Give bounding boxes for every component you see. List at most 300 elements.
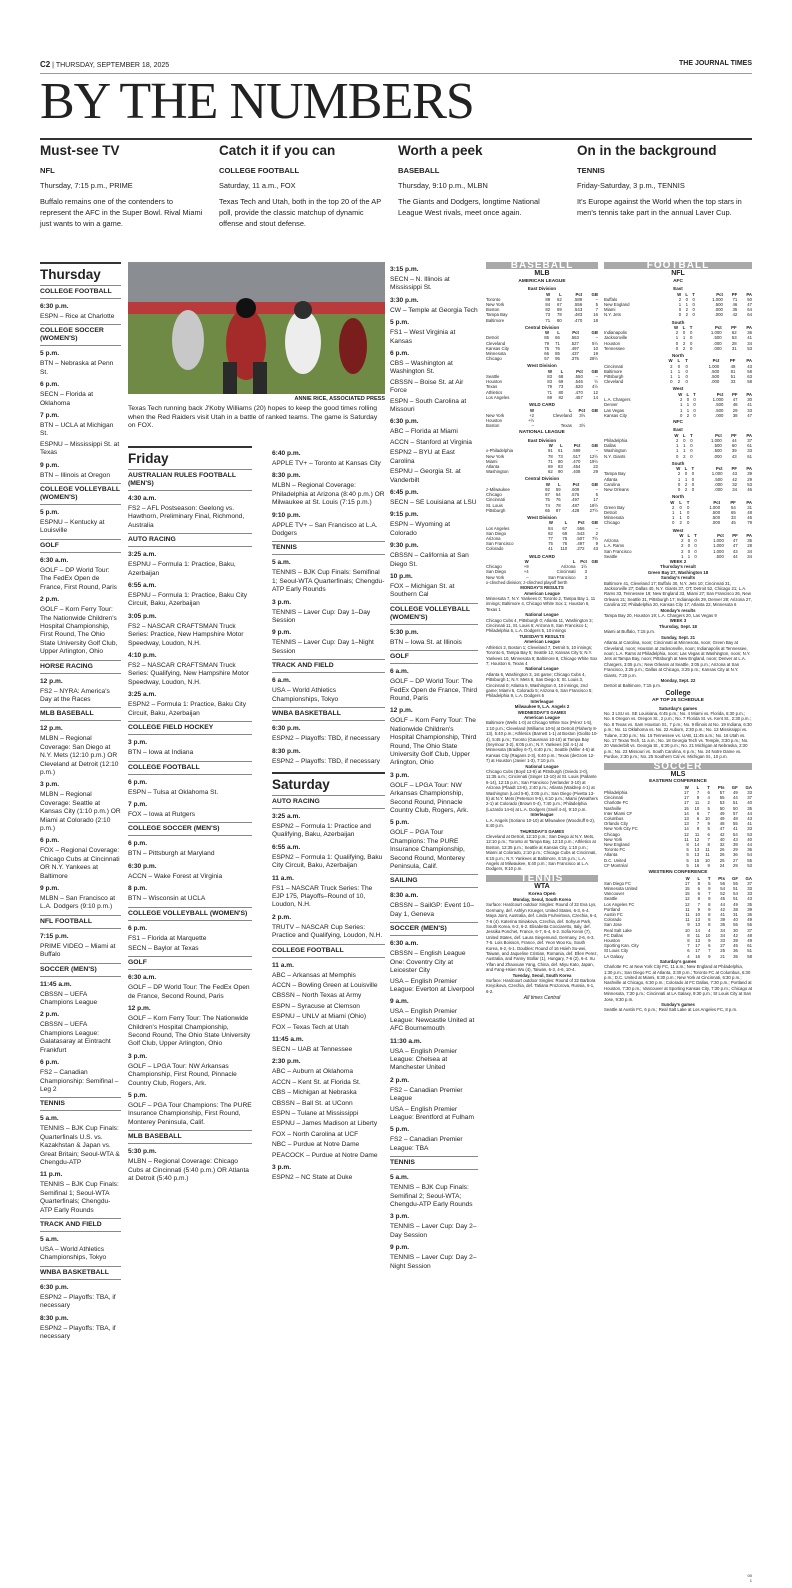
listing-time: 6 p.m. xyxy=(128,840,148,848)
listing-time: 6:45 p.m. xyxy=(390,488,419,496)
standings-row: Columbus 13 6 10 49 48 43 xyxy=(604,816,752,822)
listing-time: 3 p.m. xyxy=(390,1213,410,1221)
listing-time: 3 p.m. xyxy=(128,1052,148,1060)
listing-entry: FS1 – West Virginia at Kansas xyxy=(390,329,456,345)
listing-entry: ESPN2 – Playoffs: TBD, if necessary xyxy=(272,757,380,765)
division-name: West Division xyxy=(527,363,557,369)
listing-time: 3:05 p.m. xyxy=(128,612,157,620)
listing-entry: ESPNU – James Madison at Liberty xyxy=(272,1120,378,1128)
listing-entry: ESPN2 – Formula 1: Practice and Qualifying, Baku, Azerbaijan xyxy=(272,822,371,839)
listing-entry: ESPN2 – Formula 1: Qualifying, Baku City Circuit, Baku, Azerbaijan xyxy=(272,853,383,870)
listing-time: 8:30 a.m. xyxy=(390,892,419,900)
listing-time: 3:25 a.m. xyxy=(128,691,157,699)
page-number: C2 xyxy=(40,60,51,69)
listing-time: 9 p.m. xyxy=(40,461,60,469)
feature-box xyxy=(398,140,564,218)
feature-heading: On in the background xyxy=(577,143,717,158)
listing-time: 6:30 a.m. xyxy=(128,974,157,982)
listing-entry: ESPN – Wyoming at Colorado xyxy=(390,521,451,537)
standings-row: Philadelphia 2 0 0 1.000 44 37 xyxy=(604,437,752,443)
listing-time: 2 p.m. xyxy=(272,913,292,921)
standings-row: Dallas 1 1 0 .500 60 61 xyxy=(604,443,752,449)
standings-row: Cleveland 0 2 0 .000 33 58 xyxy=(604,379,752,385)
listing-time: 3 p.m. xyxy=(272,1164,292,1172)
feature-description: Buffalo remains one of the contenders to represent the AFC in the Super Bowl. Rival Miami just wants to win a game. xyxy=(40,197,203,228)
listing-entry: ABC – Florida at Miami xyxy=(390,428,458,436)
standings-row: New England 1 1 0 .500 46 47 xyxy=(604,302,752,308)
listing-time: 3:25 a.m. xyxy=(272,812,301,820)
division-name: East xyxy=(673,286,683,292)
listing-entry: FS2 – AFL Postseason: Geelong vs. Hawthorn, Preliminary Final, Richmond, Australia xyxy=(128,505,245,529)
sport-heading: HORSE RACING xyxy=(40,660,121,674)
listing-time: 2 p.m. xyxy=(40,596,60,604)
division-name: West xyxy=(672,527,684,533)
feature-heading: Must-see TV xyxy=(40,143,120,158)
listing-entry: FS2 – Canadian Championship: Semifinal – Leg 2 xyxy=(40,1069,119,1093)
college-subheading: AP TOP 25 SCHEDULE xyxy=(652,698,704,704)
listing-time: 7 p.m. xyxy=(128,800,148,808)
standings-row: Cleveland 79 71 .527 5½ xyxy=(486,340,598,346)
listing-time: 10 p.m. xyxy=(390,572,413,580)
standings-row: Chicago 87 64 .576 5 xyxy=(486,492,598,498)
standings-row: N.Y. Jets 0 2 0 .000 42 64 xyxy=(604,312,752,318)
listing-time: 9 a.m. xyxy=(390,998,409,1006)
standings-row: Jacksonville 1 1 0 .500 53 41 xyxy=(604,335,752,341)
listing-entry: CBSSN – SailGP: Event 10–Day 1, Geneva xyxy=(390,902,474,918)
standings-row: Chicago 12 11 6 42 54 53 xyxy=(604,831,752,837)
sport-heading: NFL FOOTBALL xyxy=(40,915,121,929)
division-name: Central Division xyxy=(524,324,560,330)
listing-entry: ESPNU – Mississippi St. at Texas xyxy=(40,440,120,457)
standings-row: Arizona 77 75 .507 7½ xyxy=(486,535,598,541)
thursday-column xyxy=(40,262,121,1341)
sport-heading: COLLEGE FOOTBALL xyxy=(272,944,385,958)
standings-table: W L Pct GB z-Milwaukee 92 59 .609 – Chicago 87 64 .576 5 Cincinnati 75 76 .497 17 St. Louis 74 78 .487 18½ Pittsburgh 65 87 .428 27½ xyxy=(486,481,598,513)
sport-heading: SOCCER (MEN'S) xyxy=(390,922,478,936)
listing-time: 3:25 a.m. xyxy=(128,551,157,559)
listing-entry: BTN – Pittsburgh at Maryland xyxy=(128,850,215,858)
standings-row: St Louis City 6 17 7 25 36 51 xyxy=(604,948,752,954)
listing-entry: ESPN – Syracuse at Clemson xyxy=(272,1002,360,1010)
standings-row: Boston 82 69 .543 7 xyxy=(486,307,598,313)
feature-category: COLLEGE FOOTBALL xyxy=(219,166,300,175)
sport-heading: COLLEGE VOLLEYBALL (WOMEN'S) xyxy=(390,603,478,625)
college-heading: College xyxy=(665,689,691,697)
listing-time: 8:30 p.m. xyxy=(40,1314,69,1322)
standings-row: Washington 62 90 .408 29 xyxy=(486,469,598,475)
feature-description: Texas Tech and Utah, both in the top 20 of the AP poll, provide the classic matchup of dynamic offense and stout defense. xyxy=(219,197,382,228)
listing-time: 9 p.m. xyxy=(40,885,60,893)
standings-row: Austin FC 11 10 8 41 31 36 xyxy=(604,911,752,917)
listing-entry: GOLF – Korn Ferry Tour: The Nationwide Children's Hospital Championship, Third Round, The Ohio State University Golf Club, Upper Arlington, Ohio xyxy=(390,717,477,767)
feature-box xyxy=(40,140,206,229)
listing-time: 5 p.m. xyxy=(128,1092,148,1099)
standings-row: Colorado 41 110 .272 43 xyxy=(486,546,598,552)
division-name: Central Division xyxy=(524,476,560,482)
listing-entry: TENNIS – Laver Cup: Day 2–Day Session xyxy=(390,1223,477,1239)
listing-entry: CBSSN – California at San Diego St. xyxy=(390,552,469,568)
listing-entry: TENNIS – BJK Cup Finals: Quarterfinals U.S. vs. Kazakhstan & Japan vs. Great Britain; Seoul-WTA & Chengdu-ATP xyxy=(40,1125,120,1166)
standings-row: New York City FC 14 9 5 47 41 33 xyxy=(604,826,752,832)
feature-time: Friday-Saturday, 3 p.m., TENNIS xyxy=(577,181,685,190)
listing-entry: USA – English Premier League: Chelsea at Manchester United xyxy=(390,1047,458,1072)
standings-row: D.C. United 5 15 10 25 27 55 xyxy=(604,857,752,863)
listing-time: 8:30 p.m. xyxy=(272,747,301,755)
listing-entry: ESPNU – Formula 1: Practice, Baku City Circuit, Baku, Azerbaijan xyxy=(128,592,248,608)
listing-time: 6:55 a.m. xyxy=(272,843,301,851)
results-text: WEEK 2 Thursday's result Green Bay 27, Washington 18 Sunday's results Baltimore 41, Cleveland 17; Buffalo 30, N.Y. Jets 10; Cincinnati 31, Jacksonville 27; Dallas 40, N.Y. Giants 37, OT; Detroit 52, Chicago 21; L.A. Rams 33, Tennessee 19; New England 33, Miami 27; San Francisco 26, New Orleans 21; Seattle 31, Pittsburgh 17; Indianapolis 29, Denver 28; Arizona 27, Carolina 22; Philadelphia 20, Kansas City 17; Atlanta 22, Minnesota 6 Monday's results Tampa Bay 20, Houston 19; L.A. Chargers 20, Las Vegas 9 WEEK 3 Thursday, Sept. 18 Miami at Buffalo, 7:15 p.m. Sunday, Sept. 21 Atlanta at Carolina, noon; Cincinnati at Minnesota, noon; Green Bay at Cleveland, noon; Houston at Jacksonville, noon; Indianapolis at Tennessee, noon; L.A. Rams at Philadelphia, noon; Las Vegas at Washington, noon; N.Y. Jets at Tampa Bay, noon; Pittsburgh at New England, noon; Denver at L.A. Chargers, 3:05 p.m.; New Orleans at Seattle, 3:05 p.m.; Arizona at San Francisco, 3:25 p.m.; Dallas at Chicago, 3:25 p.m.; Kansas City at N.Y. Giants, 7:20 p.m. Monday, Sept. 22 Detroit at Baltimore, 7:15 p.m. xyxy=(604,559,752,689)
listing-entry: SECN – N. Illinois at Mississippi St. xyxy=(390,276,450,292)
listing-entry: TENNIS – Laver Cup: Day 1–Night Session xyxy=(272,639,374,655)
listing-entry: PRIME VIDEO – Miami at Buffalo xyxy=(40,942,116,959)
listing-time: 8 p.m. xyxy=(128,885,148,893)
listing-entry: BTN – UCLA at Michigan St. xyxy=(40,422,114,438)
standings-table: W L T Pts GF GA San Diego FC 17 8 5 56 55 37 Minnesota United 15 6 9 54 51 33 Vancouver 15 6 7 52 54 33 Seattle 12 8 9 45 51 43 Los Angeles FC 12 7 8 44 49 35 Portland 11 9 9 42 38 39 Austin FC 11 10 8 41 31 36 Colorado 11 13 6 39 40 49 San Jose 9 13 8 35 55 55 Real Salt Lake 10 14 4 34 30 37 FC Dallas 8 11 10 34 42 48 Houston 8 13 9 33 39 49 Sporting Kan. City 7 17 6 27 45 61 St Louis City 6 17 7 25 36 51 LA Galaxy 4 16 9 21 35 58 xyxy=(604,875,752,959)
results-text: MONDAY'S RESULTS American League Minnesota 7, N.Y. Yankees 0; Toronto 2, Tampa Bay 1, 11 innings; Baltimore 4, Chicago White Sox 1; Houston 6, Texas 1 National League Chicago Cubs 4, Pittsburgh 0; Atlanta 11, Washington 3; Cincinnati 11, St. Louis 6; Arizona 8, San Francisco 1; Philadelphia 6, L.A. Dodgers 5, 10 innings TUESDAY'S RESULTS American League Athletics 2, Boston 1; Cleveland 7, Detroit 5, 10 innings; Toronto 6, Tampa Bay 5; Seattle 12, Kansas City 5; N.Y. Yankees 10, Minnesota 9; Baltimore 8, Chicago White Sox 7; Houston 6, Texas 4 National League Atlanta 6, Washington 3, 1st game; Chicago Cubs 4, Pittsburgh 1; N.Y. Mets 8, San Diego 5; St. Louis 3, Cincinnati 0; Atlanta 5, Washington 0, 10 innings, 2nd game; Miami 6, Colorado 5; Arizona 6, San Francisco 5; Philadelphia 9, L.A. Dodgers 6 Interleague Milwaukee 9, L.A. Angels 2 WEDNESDAY'S GAMES American League Baltimore (Wells 1-0) at Chicago White Sox (Pérez 1-5), 1:10 p.m.; Cleveland (Williams 10-5) at Detroit (Flaherty 8-13), 5:40 p.m.; Athletics (Barnett 1-1) at Boston (Giolito 10-4), 5:45 p.m.; Toronto (Gausman 10-10) at Tampa Bay (Seymour 3-2), 6:05 p.m.; N.Y. Yankees (Gil 4-1) at Minnesota (Bradley 6-7), 6:40 p.m.; Seattle (Miller 4-5) at Kansas City (Ragans 2-3), 6:40 p.m.; Texas (deGrom 12-7) at Houston (Javier 1-3), 7:10 p.m. National League Chicago Cubs (Boyd 13-8) at Pittsburgh (Oviedo 2-0), 11:35 a.m.; Cincinnati (Singer 13-10) at St. Louis (Pallante 6-14), 12:15 p.m.; San Francisco (Verlander 3-10) at Arizona (Pfaadt 13-8), 2:40 p.m.; Atlanta (Waldrep 4-1) at Washington (Lord 5-8), 3:05 p.m.; San Diego (Pivetta 13-5) at N.Y. Mets (Peterson 9-5), 6:10 p.m.; Miami (Weathers 2-1) at Colorado (Brown 0-4), 7:40 p.m.; Philadelphia (Luzardo 14-6) at L.A. Dodgers (Snell 4-4), 9:10 p.m. Interleague L.A. Angels (Soriano 10-10) at Milwaukee (Woodruff 6-2), 6:40 p.m. THURSDAY'S GAMES Cleveland at Detroit, 12:10 p.m.; San Diego at N.Y. Mets, 12:10 p.m.; Toronto at Tampa Bay, 12:10 p.m.; Athletics at Boston, 12:35 p.m.; Seattle at Kansas City, 1:10 p.m.; Miami at Colorado, 2:10 p.m.; Chicago Cubs at Cincinnati, 6:15 p.m.; N.Y. Yankees at Baltimore, 6:15 p.m.; L.A. Angels at Milwaukee, 6:40 p.m.; San Francisco at L.A. Dodgers, 9:10 p.m. xyxy=(486,585,598,872)
conference-heading: EASTERN CONFERENCE xyxy=(649,779,707,785)
standings-row: San Diego FC 17 8 5 56 55 37 xyxy=(604,880,752,886)
standings-row: New Orleans 0 2 0 .000 34 46 xyxy=(604,486,752,492)
standings-row: Toronto 89 62 .589 – xyxy=(486,296,598,302)
sport-heading: GOLF xyxy=(128,956,252,970)
listing-entry: APPLE TV+ – San Francisco at L.A. Dodgers xyxy=(272,521,378,538)
listing-time: 6:40 p.m. xyxy=(272,450,301,457)
listing-entry: CBSSN – UEFA Champions League xyxy=(40,990,98,1007)
standings-row: Boston – Texas 3½ xyxy=(486,423,586,429)
listing-time: 2:30 p.m. xyxy=(272,1058,301,1066)
standings-table: W L Pct GB Detroit 85 66 .563 – Cleveland 79 71 .527 5½ Kansas City 75 76 .497 10 Minnesota 66 85 .437 19 Chicago 57 95 .375 28½ xyxy=(486,330,598,362)
listing-time: 9:15 p.m. xyxy=(390,511,419,519)
standings-table: W L Pct GB New York +2 Cleveland 3½ Houston +½ Boston – Texas 3½ xyxy=(486,407,598,429)
standings-row: New York +2 Cleveland 3½ xyxy=(486,412,586,418)
listing-time: 6:30 p.m. xyxy=(128,862,157,870)
listing-time: 9:30 p.m. xyxy=(390,542,419,550)
listing-time: 5 a.m. xyxy=(40,1235,59,1243)
listing-entry: ESPNU – UNLV at Miami (Ohio) xyxy=(272,1013,367,1021)
sport-heading: MLB BASEBALL xyxy=(40,707,121,721)
standings-row: Real Salt Lake 10 14 4 34 30 37 xyxy=(604,927,752,933)
football-photo xyxy=(128,262,385,394)
listing-entry: MLBN – Regional Coverage: Chicago Cubs at Cincinnati (5:40 p.m.) OR Atlanta at Detroit (5:40 p.m.) xyxy=(128,1158,249,1183)
listing-entry: APPLE TV+ – Toronto at Kansas City xyxy=(272,460,381,467)
sport-heading: COLLEGE VOLLEYBALL (WOMEN'S) xyxy=(128,907,252,921)
standings-row: Cincinnati 17 9 4 55 44 37 xyxy=(604,795,752,801)
sport-heading: TRACK AND FIELD xyxy=(272,659,385,673)
standings-row: Baltimore 1 1 0 .500 81 58 xyxy=(604,368,752,374)
feature-heading: Worth a peek xyxy=(398,143,483,158)
listing-entry: BTN – Iowa at Indiana xyxy=(128,749,194,757)
standings-row: Houston 8 13 9 33 39 49 xyxy=(604,937,752,943)
page-date: THURSDAY, SEPTEMBER 18, 2025 xyxy=(55,62,170,69)
feature-description: The Giants and Dodgers, longtime National League West rivals, meet once again. xyxy=(398,197,540,217)
sport-heading: TENNIS xyxy=(272,541,385,555)
division-name: WILD CARD xyxy=(529,402,555,408)
listing-entry: ESPN2 – Playoffs: TBA, if necessary xyxy=(40,1324,116,1340)
page-title: BY THE NUMBERS xyxy=(40,73,474,130)
listing-entry: GOLF – LPGA Tour: NW Arkansas Championship, First Round, Pinnacle Country Club, Rogers, Ark. xyxy=(128,1062,237,1087)
event-name: Korea Open xyxy=(528,891,556,897)
listing-entry: FS2 – Canadian Premier League xyxy=(390,1086,463,1103)
standings-row: Miami 0 2 0 .000 35 64 xyxy=(604,307,752,313)
standings-row: Philadelphia 17 7 6 57 49 33 xyxy=(604,790,752,796)
sport-heading: COLLEGE SOCCER (WOMEN'S) xyxy=(40,324,121,346)
league-name: MLS xyxy=(670,771,686,779)
listing-entry: SECN – Baylor at Texas xyxy=(128,944,199,952)
standings-table: W L T Pct PF PA Indianapolis 2 0 0 1.000 62 36 Jacksonville 1 1 0 .500 53 41 Houston 0 2 0 .000 28 34 Tennessee 0 2 0 .000 31 53 xyxy=(604,325,752,351)
standings-row: Miami 71 80 .470 19½ xyxy=(486,458,598,464)
standings-row: Pittsburgh 1 1 0 .500 51 63 xyxy=(604,374,752,380)
standings-row: Tennessee 0 2 0 .000 31 53 xyxy=(604,345,752,351)
listing-entry: BTN – Nebraska at Penn St. xyxy=(40,360,114,376)
listing-time: 12 p.m. xyxy=(40,677,63,685)
listing-time: 3 p.m. xyxy=(40,781,60,789)
section-band: BASEBALL xyxy=(486,262,598,269)
standings-row: Washington 1 1 0 .500 39 33 xyxy=(604,448,752,454)
listing-entry: ACCN – Wake Forest at Virginia xyxy=(128,872,223,880)
listing-entry: USA – English Premier League: Brentford at Fulham xyxy=(390,1105,474,1121)
listing-entry: TENNIS – Laver Cup: Day 1–Day Session xyxy=(272,608,371,625)
standings-row: Charlotte FC 17 11 2 53 51 40 xyxy=(604,800,752,806)
standings-row: Atlanta 1 1 0 .500 42 29 xyxy=(604,476,752,482)
standings-row: Atlanta 5 13 11 26 36 54 xyxy=(604,852,752,858)
feature-time: Saturday, 11 a.m., FOX xyxy=(219,181,296,190)
listing-time: 6 a.m. xyxy=(390,668,409,676)
listing-time: 5 p.m. xyxy=(390,319,410,327)
feature-category: BASEBALL xyxy=(398,166,440,175)
division-name: East Division xyxy=(527,437,557,443)
listing-time: 11:45 a.m. xyxy=(40,980,72,988)
listing-entry: FOX – Texas Tech at Utah xyxy=(272,1023,349,1031)
listing-time: 4:10 p.m. xyxy=(128,652,157,660)
listing-time: 5 a.m. xyxy=(40,1115,59,1123)
sport-heading: AUTO RACING xyxy=(128,533,252,547)
standings-table: W L T Pct PF PA Buffalo 2 0 0 1.000 71 50 New England 1 1 0 .500 46 47 Miami 0 2 0 .000 35 64 N.Y. Jets 0 2 0 .000 42 64 xyxy=(604,291,752,318)
saturday-column xyxy=(390,262,478,1271)
feature-category: NFL xyxy=(40,166,55,175)
listing-time: 6:30 p.m. xyxy=(40,1283,69,1291)
standings-row: Seattle 1 1 0 .500 44 34 xyxy=(604,553,752,559)
standings-row: Athletics 71 80 .470 12 xyxy=(486,389,598,395)
listing-time: 6 p.m. xyxy=(40,1059,60,1067)
listing-time: 6 a.m. xyxy=(272,677,291,685)
listing-time: 6:30 p.m. xyxy=(272,725,301,733)
standings-row: Toronto FC 5 13 11 26 29 36 xyxy=(604,847,752,853)
listing-time: 3 p.m. xyxy=(128,739,148,747)
listing-entry: ESPN – Tulsa at Oklahoma St. xyxy=(128,788,219,796)
league-name: NFL xyxy=(671,270,685,278)
standings-row: Vancouver 15 6 7 52 54 33 xyxy=(604,891,752,897)
standings-table: W L Pct GB Toronto 89 62 .589 – New York 84 67 .556 5 Boston 82 69 .543 7 Tampa Bay 73 78 .483 16 Baltimore 71 80 .470 18 xyxy=(486,291,598,323)
listing-entry: ESPN – South Carolina at Missouri xyxy=(390,397,467,414)
standings-table: W L Pct GB Los Angeles 84 67 .556 – San Diego 82 69 .543 2 Arizona 77 75 .507 7½ San Francisco 75 76 .497 9 Colorado 41 110 .272 43 xyxy=(486,520,598,552)
listing-entry: CW – Temple at Georgia Tech xyxy=(390,306,478,314)
listing-entry: FS2 – NASCAR CRAFTSMAN Truck Series: Qualifying, New Hampshire Motor Speedway, Loudon, N.H. xyxy=(128,662,249,686)
standings-row: Kansas City 75 76 .497 10 xyxy=(486,345,598,351)
listing-entry: GOLF – DP World Tour: The FedEx Open de France, Third Round, Paris xyxy=(390,678,478,702)
listing-entry: CBSSN – North Texas at Army xyxy=(272,992,362,1000)
listing-entry: FS2 – NASCAR CRAFTSMAN Truck Series: Practice, New Hampshire Motor Speedway, Loudon, N.H. xyxy=(128,622,244,647)
listing-time: 11:30 a.m. xyxy=(390,1037,422,1045)
sport-heading: SAILING xyxy=(390,874,478,888)
standings-row: Detroit 1 1 0 .500 65 48 xyxy=(604,509,752,515)
sport-heading: TENNIS xyxy=(40,1097,121,1111)
results-text: Saturday's games Charlotte FC at New York City FC, 11 a.m.; New England at Philadelphia, 1:30 p.m.; San Diego FC at Atlanta, 3:30 p.m.; Toronto FC at Columbus, 6:30 p.m.; D.C. United at Miami, 6:30 p.m.; New York at Cincinnati, 6:30 p.m.; Nashville at Chicago, 6:30 p.m.; Colorado at FC Dallas, 7:30 p.m.; Portland at Houston, 7:30 p.m.; Vancouver at Sporting Kansas City, 7:30 p.m.; Chicago at Minnesota, 7:30 p.m.; Cincinnati at LA Galaxy, 9:30 p.m.; St Louis City at San Jose, 9:30 p.m. Sunday's games Seattle at Austin FC, 6 p.m.; Real Salt Lake at Los Angeles FC, 8 p.m. xyxy=(604,958,752,1013)
listing-entry: TENNIS – BJK Cup Finals: Semifinal 2; Seoul-WTA; Chengdu-ATP Early Rounds xyxy=(390,1184,473,1208)
listing-entry: TENNIS – Laver Cup: Day 2–Night Session xyxy=(390,1254,477,1270)
day-heading: Saturday xyxy=(272,772,385,792)
listing-time: 3:30 p.m. xyxy=(390,296,419,304)
listing-entry: FS1 – Florida at Marquette xyxy=(128,934,207,942)
standings-table: W L T Pts GF GA Philadelphia 17 7 6 57 49 33 Cincinnati 17 9 4 55 44 37 Charlotte FC 17 11 2 53 51 40 Nashville 15 10 5 50 50 35 Inter Miami CF 14 6 7 49 57 44 Columbus 13 6 10 49 48 43 Orlando City 13 7 9 48 55 41 New York City FC 14 9 5 47 41 33 Chicago 12 11 6 42 54 53 New York 11 12 7 40 43 40 New England 8 14 8 32 39 44 Toronto FC 5 13 11 26 29 36 Atlanta 5 13 11 26 36 54 D.C. United 5 15 10 25 27 55 CF Montréal 5 16 9 24 29 53 xyxy=(604,784,752,868)
listing-entry: ABC – Arkansas at Memphis xyxy=(272,971,356,979)
standings-row: Chicago 57 95 .375 28½ xyxy=(486,356,598,362)
listing-time: 9:10 p.m. xyxy=(272,511,301,519)
page-number-footer: 00 1 xyxy=(747,1573,752,1583)
standings-row: L.A. Chargers 2 0 0 1.000 47 30 xyxy=(604,397,752,403)
listing-entry: ESPNU – Kentucky at Louisville xyxy=(40,519,105,535)
listing-entry: ACCN – Stanford at Virginia xyxy=(390,438,472,446)
league-heading: AMERICAN LEAGUE xyxy=(518,278,566,284)
standings-table: W L T Pct PF PA Green Bay 2 0 0 1.000 54 31 Detroit 1 1 0 .500 65 48 Minnesota 1 1 0 .500 33 46 Chicago 0 2 0 .000 45 79 xyxy=(604,499,752,526)
standings-table: W L Pct GB Chicago +9 Arizona 1½ San Diego +4 Cincinnati 3 New York – San Francisco 3 xyxy=(486,559,598,580)
listing-entry: CBSSN – Boise St. at Air Force xyxy=(390,378,464,395)
standings-row: CF Montréal 5 16 9 24 29 53 xyxy=(604,862,752,868)
sport-heading: SOCCER (MEN'S) xyxy=(40,963,121,977)
standings-row: Chicago 0 2 0 .000 45 79 xyxy=(604,520,752,526)
listing-entry: CBSSN – English League One: Coventry City at Leicester City xyxy=(390,950,466,975)
feature-time: Thursday, 7:15 p.m., PRIME xyxy=(40,181,133,190)
sport-heading: COLLEGE FOOTBALL xyxy=(128,761,252,775)
day-heading: Friday xyxy=(128,446,252,466)
standings-table: W L T Pct PF PA Cincinnati 2 0 0 1.000 48 43 Baltimore 1 1 0 .500 81 58 Pittsburgh 1 1 0 .500 51 63 Cleveland 0 2 0 .000 33 58 xyxy=(604,358,752,385)
photo-caption: Texas Tech running back J'Koby Williams (20) hopes to keep the good times rolling when the Red Raiders visit Utah in a battle of ranked teams. The game is Saturday on FOX. xyxy=(128,405,378,430)
standings-row: New York 78 73 .517 12½ xyxy=(486,453,598,459)
listing-time: 6:30 a.m. xyxy=(390,940,419,948)
league-heading: NATIONAL LEAGUE xyxy=(519,430,565,436)
standings-table: W L Pct GB x-Philadelphia 91 61 .599 – New York 78 73 .517 12½ Miami 71 80 .470 19½ Atlanta 69 83 .454 22 Washington 62 90 .408 29 xyxy=(486,443,598,475)
listing-entry: FOX – Michigan St. at Southern Cal xyxy=(390,582,455,599)
listing-entry: FS2 – NYRA: America's Day at the Races xyxy=(40,687,110,703)
standings-row: Cincinnati 2 0 0 1.000 48 43 xyxy=(604,363,752,369)
conference-heading: NFC xyxy=(673,419,683,425)
baseball-standings xyxy=(486,262,598,1002)
listing-entry: ESPN – Rice at Charlotte xyxy=(40,313,115,320)
standings-row: New York 84 67 .556 5 xyxy=(486,302,598,308)
standings-table: W L T Pct PF PA Tampa Bay 2 0 0 1.000 43 39 Atlanta 1 1 0 .500 42 29 Carolina 0 2 0 .000 32 53 New Orleans 0 2 0 .000 34 46 xyxy=(604,466,752,492)
standings-row: Orlando City 13 7 9 48 55 41 xyxy=(604,821,752,827)
sport-heading: AUSTRALIAN RULES FOOTBALL (MEN'S) xyxy=(128,469,252,491)
section-band: FOOTBALL xyxy=(604,262,752,269)
listing-entry: USA – World Athletics Championships, Tokyo xyxy=(272,687,339,703)
standings-row: Pittsburgh 65 87 .428 27½ xyxy=(486,507,598,513)
listing-time: 6 p.m. xyxy=(128,924,148,932)
listing-time: 2 p.m. xyxy=(390,1076,410,1084)
listing-entry: FOX – Regional Coverage: Chicago Cubs at Cincinnati OR N.Y. Yankees at Baltimore xyxy=(40,847,120,880)
standings-row: San Diego 82 69 .543 2 xyxy=(486,530,598,536)
standings-row: San Jose 9 13 8 35 55 55 xyxy=(604,922,752,928)
standings-row: Houston 83 69 .546 ½ xyxy=(486,379,598,385)
sport-heading: COLLEGE VOLLEYBALL (WOMEN'S) xyxy=(40,483,121,505)
conference-heading: AFC xyxy=(673,278,683,284)
standings-row: Houston +½ xyxy=(486,417,535,423)
college-day: Saturday's games xyxy=(658,705,698,711)
listing-entry: ESPN – Tulane at Mississippi xyxy=(272,1110,359,1118)
listing-entry: GOLF – Korn Ferry Tour: The Nationwide Children's Hospital Championship, Second Round, The Ohio State University Golf Club, Upper Arlington, Ohio xyxy=(128,1015,251,1048)
sport-heading: MLB BASEBALL xyxy=(128,1130,252,1144)
standings-row: New England 8 14 8 32 39 44 xyxy=(604,842,752,848)
listing-entry: MLBN – Regional Coverage: Philadelphia at Arizona (8:40 p.m.) OR Milwaukee at St. Louis (7:15 p.m.) xyxy=(272,482,385,507)
listing-entry: ABC – Auburn at Oklahoma xyxy=(272,1068,354,1076)
listing-entry: BTN – Wisconsin at UCLA xyxy=(128,895,206,903)
day-heading: Thursday xyxy=(40,262,121,282)
division-name: East Division xyxy=(527,286,557,292)
standings-row: Cincinnati 75 76 .497 17 xyxy=(486,497,598,503)
listing-entry: CBSSN – UEFA Champions League: Galatasaray at Eintracht Frankfurt xyxy=(40,1021,111,1054)
listing-entry: CBS – Washington at Washington St. xyxy=(390,360,453,376)
standings-row: New York – San Francisco 3 xyxy=(486,574,587,580)
feature-heading: Catch it if you can xyxy=(219,143,336,158)
listing-entry: GOLF – PGA Tour Champions: The PURE Insurance Championship, First Round, Monterey Peninsula, Calif. xyxy=(128,1102,252,1126)
standings-row: Tampa Bay 2 0 0 1.000 43 39 xyxy=(604,471,752,477)
listing-entry: CBSSN – Ball St. at UConn xyxy=(272,1099,353,1107)
standings-row: San Francisco 75 76 .497 9 xyxy=(486,541,598,547)
standings-row: Baltimore 71 80 .470 18 xyxy=(486,317,598,323)
listing-time: 6 p.m. xyxy=(390,350,410,358)
feature-box xyxy=(219,140,385,229)
standings-row: Minnesota United 15 6 9 54 51 33 xyxy=(604,885,752,891)
listing-time: 5 p.m. xyxy=(40,509,60,517)
listing-time: 12 p.m. xyxy=(128,1005,151,1013)
sport-heading: TRACK AND FIELD xyxy=(40,1218,121,1232)
listing-time: 5 a.m. xyxy=(272,559,291,567)
listing-entry: FOX – Iowa at Rutgers xyxy=(128,810,196,818)
standings-row: Texas 79 73 .520 4½ xyxy=(486,384,598,390)
feature-category: TENNIS xyxy=(577,166,605,175)
standings-row: Green Bay 2 0 0 1.000 54 31 xyxy=(604,504,752,510)
conference-heading: WESTERN CONFERENCE xyxy=(648,870,708,876)
listing-time: 11 a.m. xyxy=(272,961,294,969)
listing-entry: NBC – Purdue at Notre Dame xyxy=(272,1141,360,1149)
listing-time: 12 p.m. xyxy=(40,725,63,733)
standings-row: Seattle 12 8 9 45 51 43 xyxy=(604,896,752,902)
listing-entry: USA – English Premier League: Newcastle United at AFC Bournemouth xyxy=(390,1008,475,1033)
listing-time: 11:45 a.m. xyxy=(272,1036,304,1043)
listing-time: 6 p.m. xyxy=(128,778,148,786)
standings-row: Los Angeles 84 67 .556 – xyxy=(486,525,598,531)
listing-entry: ACCN – Bowling Green at Louisville xyxy=(272,981,378,989)
standings-row: LA Galaxy 4 16 9 21 35 58 xyxy=(604,953,752,959)
listing-time: 3 p.m. xyxy=(390,771,410,779)
listing-time: 4:30 a.m. xyxy=(128,495,157,502)
sport-heading: COLLEGE FIELD HOCKEY xyxy=(128,721,252,735)
college-schedule: No. 3 LSU vs. SE Louisiana, 6:45 p.m.; No. 4 Miami vs. Florida, 6:30 p.m.; No. 6 Oregon vs. Oregon St., 2 p.m.; No. 7 Florida St. vs. Kent St., 2:30 p.m.; No. 8 Texas vs. Sam Houston St., 7 p.m.; No. 9 Illinois at No. 19 Indiana, 6:30 p.m.; No. 11 Oklahoma vs. No. 22 Auburn, 2:30 p.m.; No. 13 Mississippi vs. Tulane, 2:30 p.m.; No. 15 Tennessee vs. UAB, 11:45 a.m.; No. 16 Utah vs. No. 17 Texas Tech, 11 a.m.; No. 18 Georgia Tech vs. Temple, 3:30 p.m.; No. 20 Vanderbilt vs. Georgia St., 6:30 p.m.; No. 21 Michigan at Nebraska, 2:30 p.m.; No. 23 Missouri vs. South Carolina, 6 p.m.; No. 24 Notre Dame vs. Purdue, 2:30 p.m.; No. 25 Southern Cal vs. Michigan St., 10 p.m. xyxy=(604,710,752,760)
listing-entry: USA – World Athletics Championships, Tokyo xyxy=(40,1245,107,1262)
listing-entry: BTN – Illinois at Oregon xyxy=(40,471,110,479)
listing-time: 6:30 a.m. xyxy=(40,556,69,564)
standings-row: Chicago +9 Arizona 1½ xyxy=(486,564,587,570)
listing-entry: ESPN2 – Playoffs: TBD, if necessary xyxy=(272,735,380,743)
standings-row: x-Philadelphia 91 61 .599 – xyxy=(486,448,598,454)
section-band: SOCCER xyxy=(604,763,752,770)
standings-table: W L T Pct PF PA Arizona 2 0 0 1.000 47 35 L.A. Rams 2 0 0 1.000 47 28 San Francisco 2 0 0 1.000 43 34 Seattle 1 1 0 .500 44 34 xyxy=(604,532,752,559)
feature-box xyxy=(577,140,743,218)
page-header: C2 | THURSDAY, SEPTEMBER 18, 2025 THE JOURNAL TIMES xyxy=(40,60,752,74)
standings-row: Houston 0 2 0 .000 28 34 xyxy=(604,340,752,346)
listing-entry: ESPN2 – NC State at Duke xyxy=(272,1174,353,1182)
standings-row: Portland 11 9 9 42 38 39 xyxy=(604,906,752,912)
listing-time: 5:30 p.m. xyxy=(128,1148,157,1156)
listing-entry: PEACOCK – Purdue at Notre Dame xyxy=(272,1151,378,1159)
